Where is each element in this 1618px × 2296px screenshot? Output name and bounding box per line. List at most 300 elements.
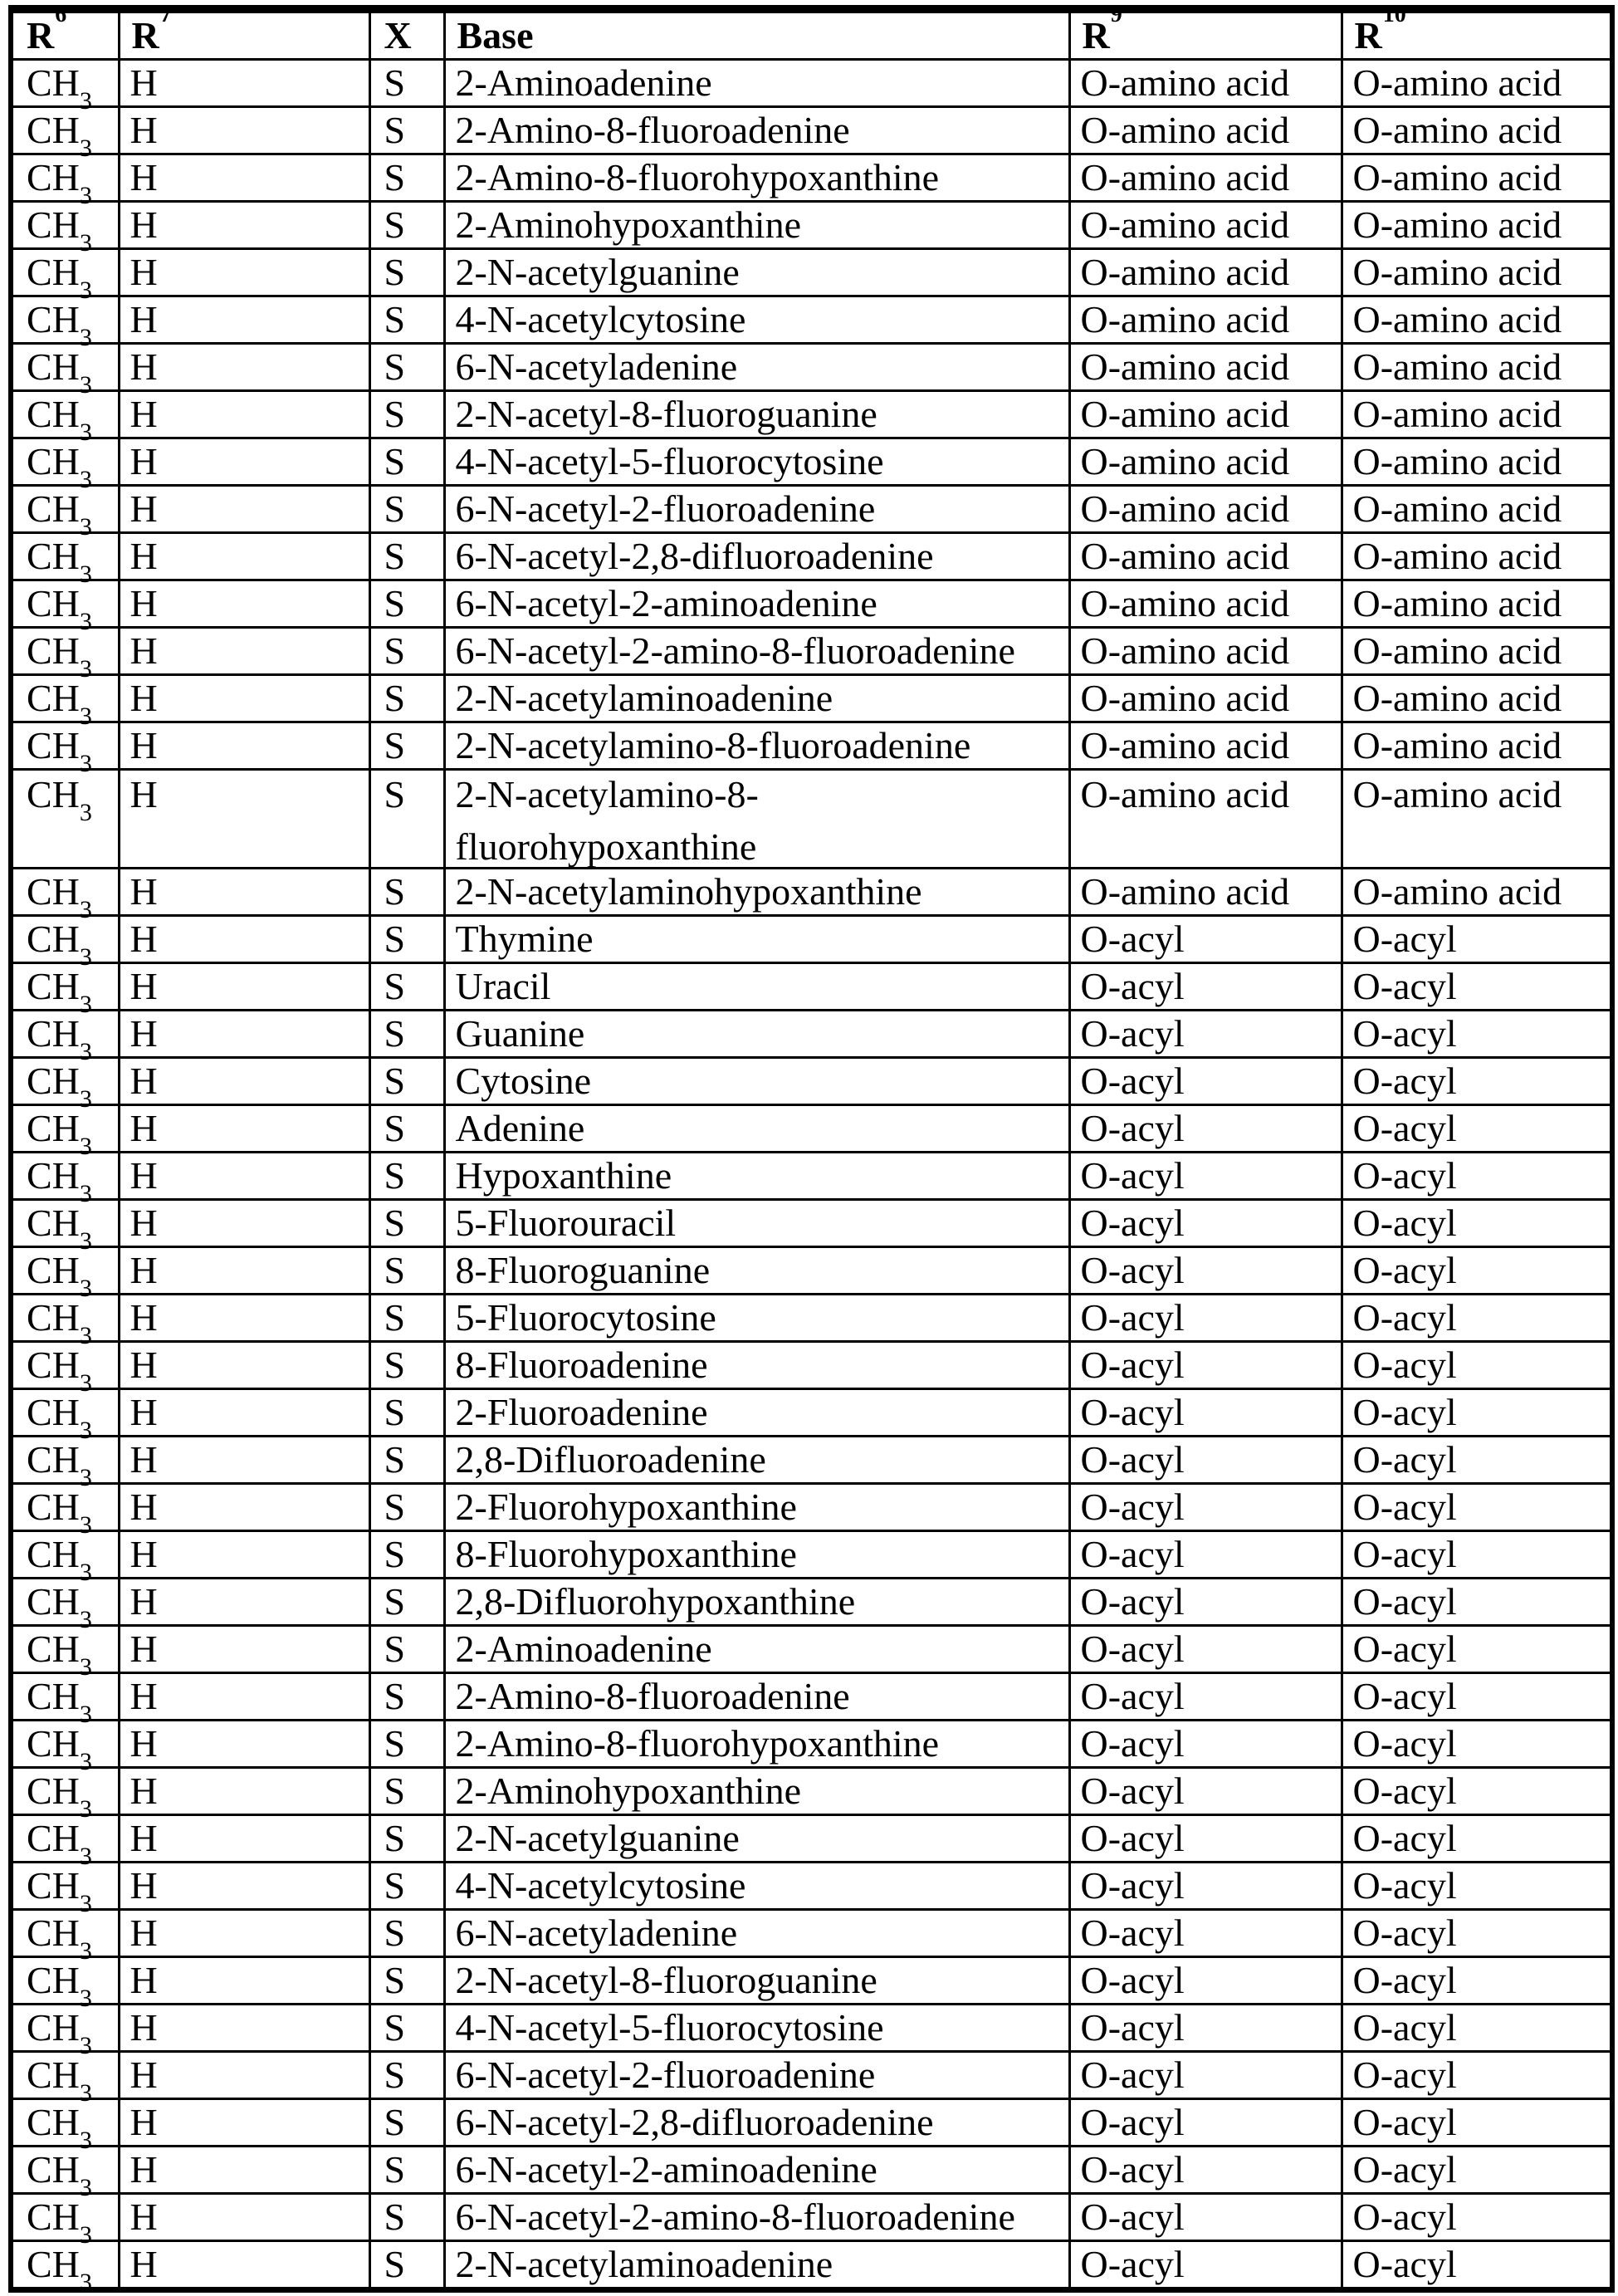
cell-r7: H: [119, 1200, 369, 1247]
r6-formula-main: CH: [27, 773, 80, 815]
r6-formula-main: CH: [27, 345, 80, 388]
r6-formula-main: CH: [27, 870, 80, 913]
r6-formula-main: CH: [27, 487, 80, 530]
cell-r7: H: [119, 722, 369, 770]
cell-base: [444, 154, 1069, 202]
cell-r9: O-amino acid: [1069, 154, 1342, 202]
header-x-label: X: [384, 14, 412, 56]
r6-formula-subscript: 3: [79, 702, 92, 730]
table-row: [11, 1863, 1612, 1910]
cell-r6: [11, 1721, 119, 1775]
cell-r9: O-acyl: [1069, 2099, 1342, 2147]
header-r7-superscript: 7: [159, 2, 172, 28]
r6-formula-subscript: 3: [79, 1700, 92, 1728]
cell-r7: H: [119, 249, 369, 296]
cell-r9: O-acyl: [1069, 1626, 1342, 1673]
header-r6-label: R: [27, 14, 55, 56]
cell-x: S: [369, 2147, 444, 2194]
header-r10-label: R: [1354, 14, 1382, 56]
header-r7-label: R: [131, 14, 159, 56]
cell-r10: O-amino acid: [1342, 486, 1612, 533]
cell-x: S: [369, 1721, 444, 1768]
cell-x: S: [369, 1815, 444, 1863]
column-header-x: [369, 9, 444, 60]
cell-base: [444, 1721, 1069, 1768]
cell-r10: O-acyl: [1342, 1957, 1612, 2005]
cell-r9: O-amino acid: [1069, 675, 1342, 722]
r6-formula-main: CH: [27, 1912, 80, 1954]
cell-r10: O-acyl: [1342, 1579, 1612, 1626]
header-r6-superscript: 6: [55, 2, 67, 28]
cell-r7: H: [119, 869, 369, 916]
table-row: [11, 628, 1612, 675]
r6-formula-main: CH: [27, 1770, 80, 1812]
base-name: 4-N-acetyl-5-fluorocytosine: [455, 440, 884, 482]
cell-r10: O-acyl: [1342, 1105, 1612, 1153]
base-name: 2-Amino-8-fluoroadenine: [455, 1675, 850, 1717]
cell-x: S: [369, 107, 444, 154]
base-name: 4-N-acetyl-5-fluorocytosine: [455, 2006, 884, 2049]
r6-formula-subscript: 3: [79, 512, 92, 541]
table-row: [11, 154, 1612, 202]
cell-r9: O-acyl: [1069, 1389, 1342, 1437]
cell-base: [444, 344, 1069, 391]
base-name: 2-N-acetylaminohypoxanthine: [455, 870, 922, 913]
table-row: [11, 1295, 1612, 1342]
header-r10-superscript: 10: [1382, 2, 1406, 28]
cell-r6: [11, 202, 119, 257]
cell-r10: O-amino acid: [1342, 628, 1612, 675]
cell-r6: [11, 1200, 119, 1255]
r6-formula-subscript: 3: [79, 990, 92, 1018]
cell-r7: H: [119, 344, 369, 391]
cell-r10: O-acyl: [1342, 2099, 1612, 2147]
table-row: [11, 1673, 1612, 1721]
cell-r6: [11, 1437, 119, 1491]
table-row: [11, 202, 1612, 249]
table-row: [11, 1342, 1612, 1389]
cell-r7: H: [119, 1957, 369, 2005]
cell-r7: H: [119, 1673, 369, 1721]
r6-formula-subscript: 3: [79, 1510, 92, 1539]
cell-r7: H: [119, 963, 369, 1011]
cell-r7: H: [119, 107, 369, 154]
cell-base: [444, 770, 1069, 869]
cell-r6: [11, 580, 119, 635]
cell-r10: O-acyl: [1342, 916, 1612, 963]
cell-x: S: [369, 533, 444, 580]
r6-formula-subscript: 3: [79, 1889, 92, 1917]
cell-r7: H: [119, 770, 369, 869]
cell-r9: O-amino acid: [1069, 580, 1342, 628]
cell-x: S: [369, 580, 444, 628]
cell-r7: H: [119, 1011, 369, 1058]
cell-x: S: [369, 1863, 444, 1910]
r6-formula-subscript: 3: [79, 942, 92, 971]
cell-r10: O-amino acid: [1342, 675, 1612, 722]
base-name: 5-Fluorocytosine: [455, 1296, 716, 1339]
cell-r7: H: [119, 60, 369, 107]
cell-r7: H: [119, 1437, 369, 1484]
base-name: 2-N-acetylamino-8-: [455, 773, 759, 815]
cell-r9: O-amino acid: [1069, 869, 1342, 916]
r6-formula-main: CH: [27, 2243, 80, 2285]
r6-formula-main: CH: [27, 109, 80, 151]
r6-formula-subscript: 3: [79, 1558, 92, 1586]
cell-r6: [11, 869, 119, 923]
cell-base: [444, 1437, 1069, 1484]
r6-formula-main: CH: [27, 1391, 80, 1433]
r6-formula-subscript: 3: [79, 465, 92, 493]
cell-r6: [11, 154, 119, 209]
cell-base: [444, 1389, 1069, 1437]
base-name: 8-Fluoroguanine: [455, 1249, 711, 1291]
cell-r7: H: [119, 2052, 369, 2099]
r6-formula-main: CH: [27, 1486, 80, 1528]
cell-r9: O-acyl: [1069, 1342, 1342, 1389]
r6-formula-subscript: 3: [79, 1842, 92, 1870]
cell-r10: O-acyl: [1342, 1863, 1612, 1910]
header-base-label: Base: [457, 14, 534, 56]
r6-formula-subscript: 3: [79, 86, 92, 115]
r6-formula-main: CH: [27, 393, 80, 435]
cell-r9: O-amino acid: [1069, 628, 1342, 675]
cell-base: [444, 1011, 1069, 1058]
cell-x: S: [369, 486, 444, 533]
base-name: 2-Aminoadenine: [455, 1628, 712, 1670]
base-name: 6-N-acetyl-2,8-difluoroadenine: [455, 535, 934, 577]
cell-r7: H: [119, 154, 369, 202]
cell-x: S: [369, 202, 444, 249]
table-row: [11, 580, 1612, 628]
cell-r7: H: [119, 2241, 369, 2290]
table-row: [11, 1815, 1612, 1863]
table-row: [11, 1768, 1612, 1815]
cell-r9: O-acyl: [1069, 2194, 1342, 2241]
cell-x: S: [369, 2052, 444, 2099]
r6-formula-subscript: 3: [79, 1321, 92, 1349]
cell-r10: O-acyl: [1342, 1389, 1612, 1437]
cell-base: [444, 202, 1069, 249]
cell-r7: H: [119, 1389, 369, 1437]
table-row: [11, 1247, 1612, 1295]
base-name: 2-N-acetyl-8-fluoroguanine: [455, 1959, 877, 2001]
r6-formula-main: CH: [27, 724, 80, 766]
cell-r9: O-acyl: [1069, 1153, 1342, 1200]
cell-base: [444, 1484, 1069, 1531]
r6-formula-subscript: 3: [79, 749, 92, 777]
table-row: [11, 486, 1612, 533]
r6-formula-main: CH: [27, 440, 80, 482]
cell-r10: O-acyl: [1342, 1058, 1612, 1105]
table-row: [11, 1389, 1612, 1437]
cell-base: [444, 963, 1069, 1011]
r6-formula-main: CH: [27, 203, 80, 246]
r6-formula-subscript: 3: [79, 1936, 92, 1965]
cell-base: [444, 486, 1069, 533]
cell-r9: O-acyl: [1069, 1910, 1342, 1957]
r6-formula-subscript: 3: [79, 1463, 92, 1491]
table-row: [11, 2194, 1612, 2241]
cell-r10: O-acyl: [1342, 1910, 1612, 1957]
cell-x: S: [369, 869, 444, 916]
r6-formula-subscript: 3: [79, 1652, 92, 1681]
cell-r9: O-amino acid: [1069, 486, 1342, 533]
base-name: Uracil: [455, 965, 551, 1007]
cell-base: [444, 1295, 1069, 1342]
cell-base: [444, 1815, 1069, 1863]
cell-r10: O-acyl: [1342, 1437, 1612, 1484]
cell-base: [444, 391, 1069, 438]
base-name: 2-N-acetylguanine: [455, 251, 740, 293]
cell-r6: [11, 1295, 119, 1349]
cell-x: S: [369, 1342, 444, 1389]
table-row: [11, 1011, 1612, 1058]
cell-r9: O-amino acid: [1069, 296, 1342, 344]
cell-r9: O-acyl: [1069, 1531, 1342, 1579]
r6-formula-subscript: 3: [79, 1416, 92, 1444]
table-row: [11, 1437, 1612, 1484]
cell-r6: [11, 1579, 119, 1633]
base-name: Adenine: [455, 1107, 585, 1149]
cell-r9: O-acyl: [1069, 2005, 1342, 2052]
r6-formula-main: CH: [27, 1722, 80, 1765]
r6-formula-subscript: 3: [79, 1084, 92, 1113]
cell-r7: H: [119, 1295, 369, 1342]
table-row: [11, 2099, 1612, 2147]
cell-x: S: [369, 2194, 444, 2241]
cell-r10: O-acyl: [1342, 963, 1612, 1011]
r6-formula-main: CH: [27, 1817, 80, 1859]
cell-r6: [11, 963, 119, 1018]
cell-r10: O-acyl: [1342, 1484, 1612, 1531]
cell-r6: [11, 296, 119, 351]
base-name: Guanine: [455, 1012, 585, 1055]
cell-r9: O-acyl: [1069, 1815, 1342, 1863]
r6-formula-main: CH: [27, 2196, 80, 2238]
table-row: [11, 1105, 1612, 1153]
r6-formula-main: CH: [27, 535, 80, 577]
cell-r9: O-acyl: [1069, 1105, 1342, 1153]
base-name: 6-N-acetyl-2-aminoadenine: [455, 2148, 877, 2191]
cell-r9: O-amino acid: [1069, 438, 1342, 486]
cell-x: S: [369, 1058, 444, 1105]
cell-base: [444, 1342, 1069, 1389]
cell-r10: O-acyl: [1342, 1721, 1612, 1768]
r6-formula-subscript: 3: [79, 1037, 92, 1065]
cell-x: S: [369, 2099, 444, 2147]
cell-base: [444, 1247, 1069, 1295]
cell-r9: O-amino acid: [1069, 722, 1342, 770]
cell-r9: O-acyl: [1069, 1768, 1342, 1815]
base-name: 2-N-acetylaminoadenine: [455, 677, 833, 719]
cell-r6: [11, 1863, 119, 1917]
cell-r9: O-acyl: [1069, 1957, 1342, 2005]
cell-r7: H: [119, 1247, 369, 1295]
table-row: [11, 1579, 1612, 1626]
cell-base: [444, 2241, 1069, 2290]
cell-x: S: [369, 438, 444, 486]
cell-base: [444, 107, 1069, 154]
table-row: [11, 391, 1612, 438]
base-name: 2-Amino-8-fluorohypoxanthine: [455, 1722, 940, 1765]
r6-formula-subscript: 3: [79, 895, 92, 923]
base-name: 2-Aminoadenine: [455, 61, 712, 104]
cell-r10: O-acyl: [1342, 2147, 1612, 2194]
cell-base: [444, 1200, 1069, 1247]
r6-formula-subscript: 3: [79, 2126, 92, 2154]
cell-r7: H: [119, 1484, 369, 1531]
cell-r10: O-amino acid: [1342, 296, 1612, 344]
cell-r9: O-amino acid: [1069, 60, 1342, 107]
r6-formula-main: CH: [27, 918, 80, 960]
base-name: 2-N-acetylaminoadenine: [455, 2243, 833, 2285]
cell-r6: [11, 1626, 119, 1681]
cell-x: S: [369, 722, 444, 770]
r6-formula-subscript: 3: [79, 1132, 92, 1160]
cell-r9: O-acyl: [1069, 1058, 1342, 1105]
r6-formula-subscript: 3: [79, 1226, 92, 1255]
cell-r6: [11, 391, 119, 446]
cell-r7: H: [119, 1910, 369, 1957]
r6-formula-main: CH: [27, 1580, 80, 1623]
cell-r6: [11, 1815, 119, 1870]
cell-r6: [11, 533, 119, 588]
cell-base: [444, 296, 1069, 344]
base-name: 2,8-Difluoroadenine: [455, 1438, 766, 1481]
r6-formula-subscript: 3: [79, 1794, 92, 1823]
cell-base: [444, 628, 1069, 675]
base-name: 2-Aminohypoxanthine: [455, 203, 801, 246]
cell-x: S: [369, 154, 444, 202]
r6-formula-main: CH: [27, 2006, 80, 2049]
cell-r6: [11, 628, 119, 683]
cell-r10: O-acyl: [1342, 1200, 1612, 1247]
cell-x: S: [369, 1579, 444, 1626]
column-header-r7: [119, 2, 369, 60]
cell-r10: O-acyl: [1342, 2005, 1612, 2052]
cell-x: S: [369, 1153, 444, 1200]
cell-x: S: [369, 1105, 444, 1153]
cell-r9: O-acyl: [1069, 2241, 1342, 2290]
cell-x: S: [369, 1247, 444, 1295]
cell-x: S: [369, 1484, 444, 1531]
cell-r6: [11, 722, 119, 777]
r6-formula-main: CH: [27, 2054, 80, 2096]
cell-base: [444, 1863, 1069, 1910]
cell-r10: O-amino acid: [1342, 107, 1612, 154]
cell-x: S: [369, 1389, 444, 1437]
cell-r7: H: [119, 1626, 369, 1673]
r6-formula-subscript: 3: [79, 607, 92, 635]
table-row: [11, 916, 1612, 963]
cell-r10: O-amino acid: [1342, 154, 1612, 202]
table-row: [11, 533, 1612, 580]
table-row: [11, 1721, 1612, 1768]
r6-formula-subscript: 3: [79, 276, 92, 304]
cell-r10: O-amino acid: [1342, 344, 1612, 391]
table-row: [11, 675, 1612, 722]
r6-formula-main: CH: [27, 1864, 80, 1907]
r6-formula-main: CH: [27, 1154, 80, 1197]
base-name: 6-N-acetyl-2-aminoadenine: [455, 582, 877, 624]
cell-x: S: [369, 1673, 444, 1721]
base-name: 4-N-acetylcytosine: [455, 1864, 746, 1907]
table-row: [11, 722, 1612, 770]
table-row: [11, 60, 1612, 107]
cell-r9: O-acyl: [1069, 916, 1342, 963]
cell-r6: [11, 770, 119, 869]
table-row: [11, 963, 1612, 1011]
cell-x: S: [369, 1200, 444, 1247]
cell-r6: [11, 1531, 119, 1586]
cell-r7: H: [119, 628, 369, 675]
cell-r9: O-amino acid: [1069, 533, 1342, 580]
r6-formula-main: CH: [27, 1012, 80, 1055]
cell-x: S: [369, 1626, 444, 1673]
cell-x: S: [369, 296, 444, 344]
table-row: [11, 2147, 1612, 2194]
r6-formula-subscript: 3: [79, 2220, 92, 2249]
r6-formula-subscript: 3: [79, 323, 92, 351]
cell-r9: O-amino acid: [1069, 344, 1342, 391]
cell-r10: O-amino acid: [1342, 438, 1612, 486]
cell-base: [444, 2005, 1069, 2052]
r6-formula-subscript: 3: [79, 181, 92, 209]
cell-x: S: [369, 1437, 444, 1484]
cell-x: S: [369, 1011, 444, 1058]
table-row: [11, 344, 1612, 391]
base-name: 6-N-acetyl-2-amino-8-fluoroadenine: [455, 629, 1015, 672]
r6-formula-main: CH: [27, 2148, 80, 2191]
cell-x: S: [369, 2241, 444, 2290]
cell-r9: O-acyl: [1069, 2147, 1342, 2194]
r6-formula-main: CH: [27, 2101, 80, 2143]
cell-r10: O-acyl: [1342, 1626, 1612, 1673]
cell-r6: [11, 1153, 119, 1207]
column-header-r10: [1342, 2, 1612, 60]
cell-r7: H: [119, 533, 369, 580]
cell-r9: O-amino acid: [1069, 202, 1342, 249]
r6-formula-main: CH: [27, 1438, 80, 1481]
cell-r6: [11, 1011, 119, 1065]
base-name-continuation: fluorohypoxanthine: [455, 825, 757, 868]
base-name: Thymine: [455, 918, 594, 960]
cell-r10: O-acyl: [1342, 1247, 1612, 1295]
cell-r10: O-amino acid: [1342, 533, 1612, 580]
cell-x: S: [369, 628, 444, 675]
cell-r6: [11, 486, 119, 541]
r6-formula-subscript: 3: [79, 418, 92, 446]
cell-r7: H: [119, 2005, 369, 2052]
r6-formula-main: CH: [27, 677, 80, 719]
base-name: 6-N-acetyladenine: [455, 1912, 738, 1954]
r6-formula-subscript: 3: [79, 1368, 92, 1397]
cell-r10: O-acyl: [1342, 1011, 1612, 1058]
r6-formula-subscript: 3: [79, 560, 92, 588]
r6-formula-subscript: 3: [79, 2173, 92, 2201]
cell-r6: [11, 2194, 119, 2249]
cell-base: [444, 916, 1069, 963]
cell-r10: O-amino acid: [1342, 391, 1612, 438]
cell-r7: H: [119, 1815, 369, 1863]
r6-formula-subscript: 3: [79, 1984, 92, 2012]
cell-r7: H: [119, 1768, 369, 1815]
cell-r9: O-acyl: [1069, 1484, 1342, 1531]
cell-r10: O-acyl: [1342, 1673, 1612, 1721]
column-header-base: [444, 9, 1069, 60]
cell-r9: O-acyl: [1069, 1247, 1342, 1295]
